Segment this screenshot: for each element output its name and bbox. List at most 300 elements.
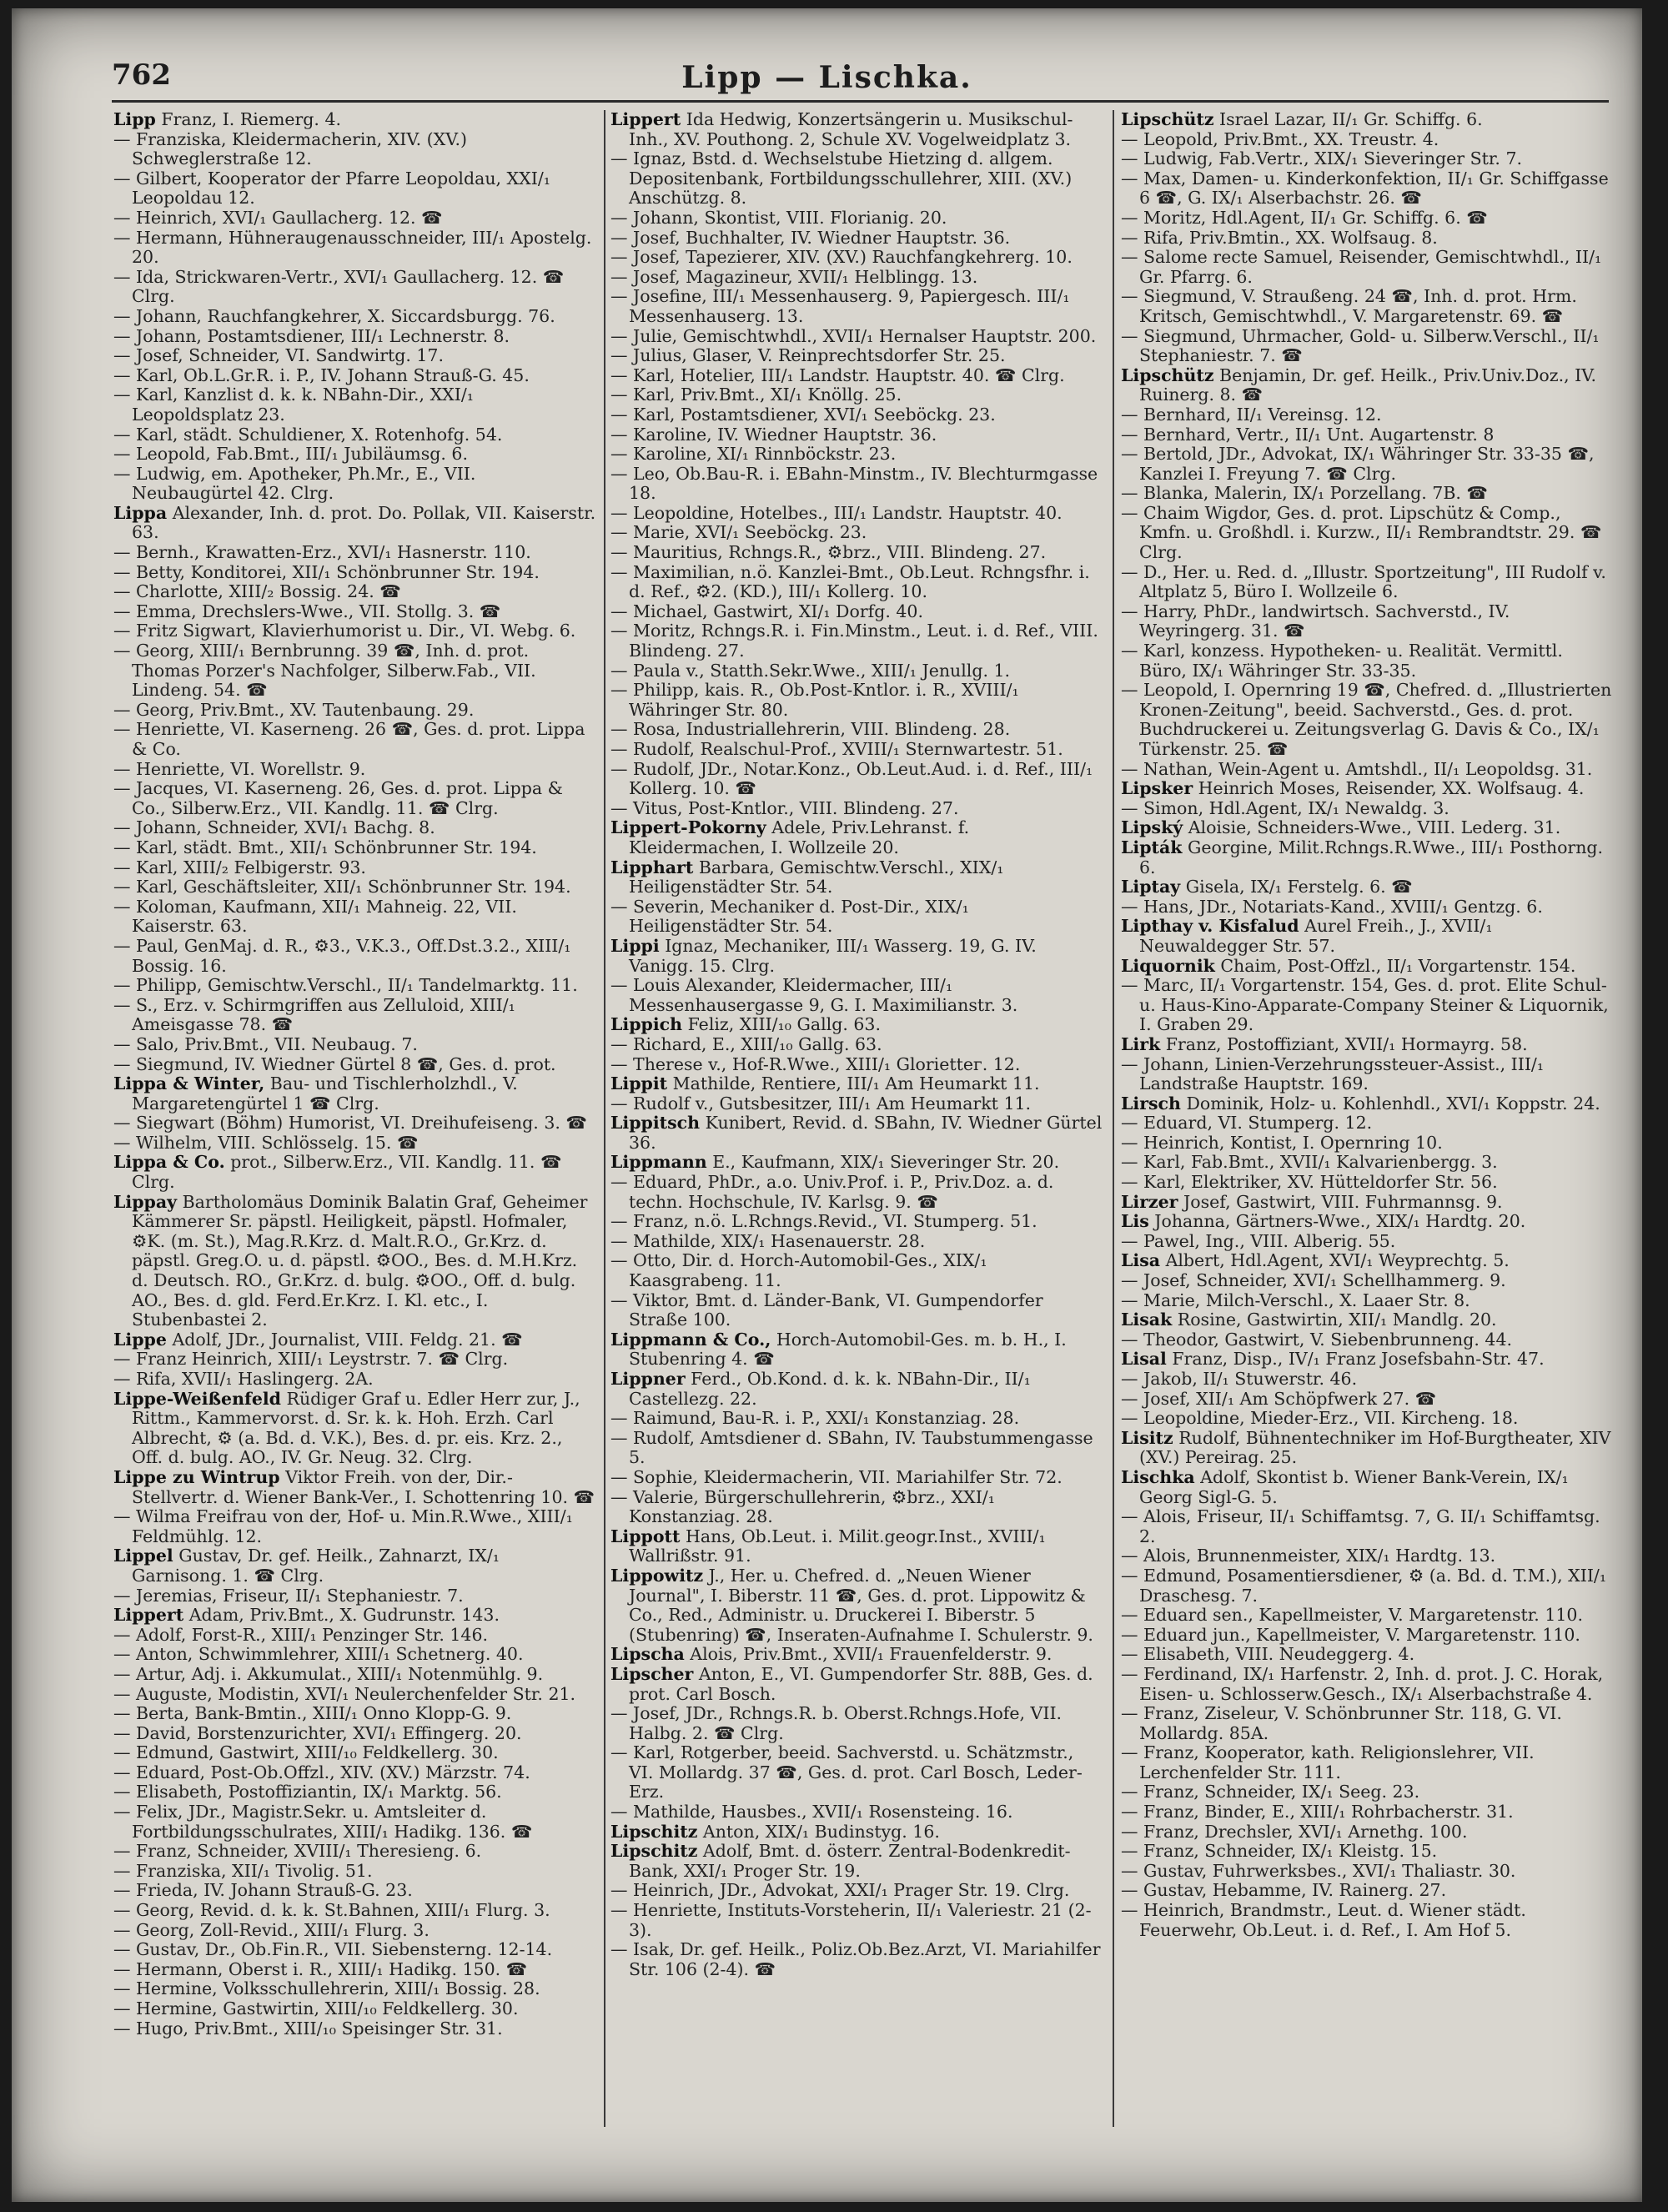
- entry-text: — Johann, Rauchfangkehrer, X. Siccardsburgg. 76.: [113, 305, 555, 326]
- directory-entry: [610, 1015, 1103, 1035]
- entry-text: — Therese v., Hof-R.Wwe., XIII/₁ Gloriettег. 12.: [610, 1053, 1021, 1074]
- entry-text: — Franziska, XII/₁ Tivolig. 51.: [113, 1860, 373, 1881]
- entry-text: — Karl, Rotgerber, beeid. Sachverstd. u. Schätzmstr., VI. Mollardg. 37 ☎, Ges. d. prot. Carl Bosch, Leder-Erz.: [610, 1742, 1083, 1802]
- directory-entry: [113, 582, 597, 602]
- directory-entry: [610, 1527, 1103, 1566]
- directory-entry: [113, 1704, 597, 1724]
- directory-entry: [1121, 1881, 1613, 1901]
- entry-text: — Franz, n.ö. L.Rchngs.Revid., VI. Stumperg. 51.: [610, 1211, 1037, 1232]
- entry-text: — Georg, XIII/₁ Bernbrunng. 39 ☎, Inh. d. prot. Thomas Porzer's Nachfolger, Silberw.Fab., VII. Lindeng. 54. ☎: [113, 641, 536, 701]
- directory-entry: [610, 799, 1103, 819]
- entry-text: — Frieda, IV. Johann Strauß-G. 23.: [113, 1880, 413, 1901]
- directory-entry: [1121, 779, 1613, 799]
- directory-entry: [1121, 1409, 1613, 1429]
- entry-text: — Felix, JDr., Magistr.Sekr. u. Amtsleiter d. Fortbildungsschulrates, XIII/₁ Hadikg. 136. ☎: [113, 1802, 533, 1842]
- entry-text: — Gustav, Fuhrwerksbes., XVI/₁ Thaliastr. 30.: [1121, 1860, 1516, 1881]
- entry-text: — Elisabeth, Postoffiziantin, IX/₁ Marktg. 56.: [113, 1782, 502, 1802]
- entry-text: Aloisie, Schneiders-Wwe., VIII. Lederg. 31.: [1188, 817, 1561, 838]
- directory-entry: [610, 1291, 1103, 1330]
- surname-heading: Lippe zu Wintrup: [113, 1466, 280, 1487]
- entry-text: Bau- und Tischlerholzhdl., V. Margaretengürtel 1 ☎ Clrg.: [132, 1073, 518, 1114]
- directory-entry: [1121, 1626, 1613, 1646]
- entry-text: — Mathilde, XIX/₁ Hasenauerstr. 28.: [610, 1230, 926, 1251]
- directory-entry: [1121, 405, 1613, 425]
- entry-text: — Emma, Drechslers-Wwe., VII. Stollg. 3. ☎: [113, 601, 501, 621]
- directory-entry: [113, 1901, 597, 1921]
- entry-text: — Josef, Schneider, VI. Sandwirtg. 17.: [113, 345, 444, 366]
- directory-entry: [610, 1409, 1103, 1429]
- surname-heading: Lippott: [610, 1526, 681, 1546]
- entry-text: — Mauritius, Rchngs.R., ⚙brz., VIII. Blindeng. 27.: [610, 542, 1047, 563]
- entry-text: — Bernhard, II/₁ Vereinsg. 12.: [1121, 404, 1382, 425]
- entry-text: — Franziska, Kleidermacherin, XIV. (XV.) Schweglerstraße 12.: [113, 128, 467, 169]
- entry-text: — Viktor, Bmt. d. Länder-Bank, VI. Gumpendorfer Straße 100.: [610, 1289, 1043, 1330]
- directory-entry: [113, 1330, 597, 1350]
- entry-text: — Franz, Drechsler, XVI/₁ Arnethg. 100.: [1121, 1821, 1468, 1842]
- directory-entry: [113, 1350, 597, 1370]
- entry-text: — Richard, E., XIII/₁₀ Gallg. 63.: [610, 1033, 882, 1054]
- surname-heading: Lisitz: [1121, 1427, 1173, 1448]
- directory-entry: [1121, 1782, 1613, 1802]
- surname-heading: Lippich: [610, 1014, 683, 1035]
- entry-text: — Heinrich, JDr., Advokat, XXI/₁ Prager Str. 19. Clrg.: [610, 1880, 1070, 1901]
- entry-text: — Hermine, Gastwirtin, XIII/₁₀ Feldkellerg. 30.: [113, 1998, 519, 2018]
- directory-entry: [1121, 130, 1613, 150]
- directory-entry: [610, 110, 1103, 149]
- directory-entry: [1121, 248, 1613, 287]
- directory-entry: [1121, 1251, 1613, 1271]
- directory-entry: [113, 701, 597, 721]
- entry-text: — Rudolf v., Gutsbesitzer, III/₁ Am Heumarkt 11.: [610, 1093, 1032, 1114]
- directory-entry: [1121, 149, 1613, 169]
- entry-text: E., Kaufmann, XIX/₁ Sieveringer Str. 20.: [712, 1152, 1060, 1173]
- directory-entry: [610, 1645, 1103, 1665]
- column-divider: [604, 110, 605, 2127]
- directory-entry: [610, 1035, 1103, 1055]
- entry-text: Albert, Hdl.Agent, XVI/₁ Weyprechtg. 5.: [1165, 1250, 1510, 1271]
- directory-entry: [610, 720, 1103, 740]
- directory-entry: [610, 1114, 1103, 1153]
- directory-entry: [113, 425, 597, 445]
- directory-entry: [1121, 1173, 1613, 1193]
- surname-heading: Lippert: [610, 110, 681, 129]
- directory-entry: [1121, 1822, 1613, 1842]
- entry-text: — Siegmund, Uhrmacher, Gold- u. Silberw.Verschl., II/₁ Stephaniestr. 7. ☎: [1121, 325, 1600, 366]
- entry-text: — Gustav, Dr., Ob.Fin.R., VII. Siebensterng. 12-14.: [113, 1939, 553, 1960]
- entry-text: Rüdiger Graf u. Edler Herr zur, J., Rittm., Kammervorst. d. Sr. k. k. Hoh. Erzh. Carl Albrecht, ⚙ (a. Bd. d. V.K.), Bes. d. pr. eis. Krz. 2., Off. d. bulg. AO., IV. Gr. Neug. 32. Clrg.: [132, 1388, 580, 1468]
- entry-text: — Mathilde, Hausbes., XVII/₁ Rosensteing. 16.: [610, 1802, 1013, 1822]
- directory-entry: [610, 897, 1103, 937]
- directory-entry: [113, 1743, 597, 1763]
- entry-text: Anton, XIX/₁ Budinstyg. 16.: [702, 1821, 940, 1842]
- directory-entry: [610, 504, 1103, 524]
- directory-entry: [1121, 504, 1613, 563]
- directory-entry: [1121, 897, 1613, 917]
- directory-entry: [610, 1822, 1103, 1842]
- entry-text: — Ferdinand, IX/₁ Harfenstr. 2, Inh. d. prot. J. C. Horak, Eisen- u. Schlosserw.Gesch., IX/₁ Alserbachstraße 4.: [1121, 1663, 1604, 1704]
- entry-text: — Salome recte Samuel, Reisender, Gemischtwhdl., II/₁ Gr. Pfarrg. 6.: [1121, 247, 1602, 287]
- entry-text: — Ignaz, Bstd. d. Wechselstube Hietzing d. allgem. Depositenbank, Fortbildungsschullehrer, XIII. (XV.) Anschützg. 8.: [610, 148, 1073, 209]
- entry-text: — Ida, Strickwaren-Vertr., XVI/₁ Gaullacherg. 12. ☎ Clrg.: [113, 266, 565, 307]
- directory-entry: [610, 248, 1103, 268]
- entry-text: Viktor Freih. von der, Dir.-Stellvertr. d. Wiener Bank-Ver., I. Schottenring 10. ☎: [132, 1466, 595, 1507]
- directory-entry: [113, 1586, 597, 1606]
- directory-entry: [610, 1370, 1103, 1409]
- directory-entry: [610, 1429, 1103, 1468]
- entry-text: — Hans, JDr., Notariats-Kand., XVIII/₁ Gentzg. 6.: [1121, 896, 1543, 917]
- surname-heading: Lirzer: [1121, 1191, 1178, 1212]
- directory-entry: [1121, 1429, 1613, 1468]
- entry-text: — Leopoldine, Hotelbes., III/₁ Landstr. Hauptstr. 40.: [610, 502, 1063, 523]
- entry-text: — Franz, Binder, E., XIII/₁ Rohrbacherstr. 31.: [1121, 1802, 1514, 1822]
- directory-entry: [610, 563, 1103, 602]
- entry-text: Alexander, Inh. d. prot. Do. Pollak, VII. Kaiserstr. 63.: [132, 502, 596, 543]
- surname-heading: Lippi: [610, 935, 660, 956]
- directory-entry: [113, 1035, 597, 1055]
- directory-entry: [113, 1645, 597, 1665]
- entry-text: — Raimund, Bau-R. i. P., XXI/₁ Konstanziag. 28.: [610, 1408, 1020, 1429]
- entry-text: — Siegmund, IV. Wiedner Gürtel 8 ☎, Ges. d. prot.: [113, 1053, 556, 1074]
- directory-entry: [113, 976, 597, 996]
- entry-text: — Eduard jun., Kapellmeister, V. Margaretenstr. 110.: [1121, 1624, 1580, 1645]
- entry-text: Bartholomäus Dominik Balatin Graf, Geheimer Kämmerer Sr. päpstl. Heiligkeit, päpstl. Hofmaler, ⚙K. (m. St.), Mag.R.Krz. d. Malt.R.O., Gr.Krz. d. päpstl. Greg.O. u. d. päpstl. ⚙OO., Bes. d. M.H.Krz. d. Deutsch. RO., Gr.Krz. d. bulg. ⚙OO., Off. d. bulg. AO., Bes. d. gld. Ferd.Er.Krz. I. Kl. etc., I. Stubenbastei 2.: [132, 1191, 588, 1330]
- page-number: 762: [112, 58, 171, 92]
- directory-entry: [113, 1881, 597, 1901]
- entry-text: Benjamin, Dr. gef. Heilk., Priv.Univ.Doz., IV. Ruinerg. 8. ☎: [1139, 364, 1596, 405]
- directory-entry: [1121, 563, 1613, 602]
- surname-heading: Lipphart: [610, 857, 694, 877]
- directory-entry: [113, 1921, 597, 1941]
- entry-text: Adele, Priv.Lehranst. f. Kleidermachen, I. Wollzeile 20.: [629, 817, 970, 857]
- entry-text: — Karl, Geschäftsleiter, XII/₁ Schönbrunner Str. 194.: [113, 877, 571, 897]
- directory-entry: [1121, 110, 1613, 130]
- entry-text: — Karl, Fab.Bmt., XVII/₁ Kalvarienbergg. 3.: [1121, 1152, 1498, 1173]
- directory-entry: [1121, 169, 1613, 209]
- directory-entry: [1121, 425, 1613, 445]
- directory-entry: [113, 858, 597, 878]
- directory-entry: [113, 1114, 597, 1134]
- directory-entry: [1121, 1468, 1613, 1507]
- directory-entry: [113, 130, 597, 169]
- directory-entry: [610, 366, 1103, 386]
- directory-entry: [610, 425, 1103, 445]
- entry-text: — Paula v., Statth.Sekr.Wwe., XIII/₁ Jenullg. 1.: [610, 660, 1011, 681]
- directory-entry: [113, 1074, 597, 1114]
- entry-text: — Bernhard, Vertr., II/₁ Unt. Augartenstr. 8: [1121, 424, 1495, 445]
- entry-text: Alois, Priv.Bmt., XVII/₁ Frauenfelderstr. 9.: [690, 1644, 1053, 1665]
- directory-entry: [113, 1724, 597, 1744]
- directory-entry: [1121, 1350, 1613, 1370]
- directory-entry: [610, 327, 1103, 347]
- entry-text: — Nathan, Wein-Agent u. Amtshdl., II/₁ Leopoldsg. 31.: [1121, 758, 1593, 779]
- entry-text: — Karl, Ob.L.Gr.R. i. P., IV. Johann Strauß-G. 45.: [113, 364, 530, 385]
- directory-entry: [113, 1940, 597, 1960]
- entry-text: — Otto, Dir. d. Horch-Automobil-Ges., XIX/₁ Kaasgrabeng. 11.: [610, 1250, 987, 1291]
- directory-entry: [610, 229, 1103, 249]
- entry-text: Adolf, Bmt. d. österr. Zentral-Bodenkredit-Bank, XXI/₁ Proger Str. 19.: [629, 1841, 1071, 1881]
- entry-text: — Leo, Ob.Bau-R. i. EBahn-Minstm., IV. Blechturmgasse 18.: [610, 463, 1098, 504]
- entry-text: — Heinrich, XVI/₁ Gaullacherg. 12. ☎: [113, 207, 443, 228]
- entry-text: — Josef, Magazineur, XVII/₁ Helblingg. 13.: [610, 266, 978, 287]
- entry-text: Mathilde, Rentiere, III/₁ Am Heumarkt 11.: [672, 1073, 1040, 1094]
- directory-entry: [113, 465, 597, 504]
- directory-entry: [1121, 917, 1613, 956]
- entry-text: — Karoline, IV. Wiedner Hauptstr. 36.: [610, 424, 937, 445]
- entry-text: Aurel Freih., J., XVII/₁ Neuwaldegger Str. 57.: [1139, 916, 1493, 956]
- directory-entry: [1121, 1114, 1613, 1134]
- directory-entry: [113, 897, 597, 937]
- directory-entry: [1121, 1193, 1613, 1213]
- directory-entry: [610, 602, 1103, 622]
- entry-text: — Edmund, Gastwirt, XIII/₁₀ Feldkellerg. 30.: [113, 1742, 499, 1763]
- directory-entry: [610, 818, 1103, 857]
- surname-heading: Lippit: [610, 1073, 668, 1094]
- entry-text: — Henriette, VI. Kaserneng. 26 ☎, Ges. d. prot. Lippa & Co.: [113, 719, 585, 759]
- entry-text: — Pawel, Ing., VIII. Alberig. 55.: [1121, 1230, 1396, 1251]
- entry-text: — Eduard, VI. Stumperg. 12.: [1121, 1113, 1373, 1134]
- entry-text: — Alois, Friseur, II/₁ Schiffamtsg. 7, G. II/₁ Schiffamtsg. 2.: [1121, 1506, 1600, 1546]
- entry-text: Ida Hedwig, Konzertsängerin u. Musikschul-Inh., XV. Pouthong. 2, Schule XV. Vogelweidplatz 3.: [629, 110, 1073, 149]
- entry-text: — Bernh., Krawatten-Erz., XVI/₁ Hasnerstr. 110.: [113, 542, 531, 563]
- directory-entry: [1121, 1606, 1613, 1626]
- directory-entry: [1121, 366, 1613, 405]
- directory-entry: [1121, 1330, 1613, 1350]
- directory-entry: [1121, 641, 1613, 681]
- surname-heading: Lipták: [1121, 837, 1183, 857]
- entry-text: — Karl, Elektriker, XV. Hütteldorfer Str. 56.: [1121, 1172, 1498, 1193]
- entry-text: — Louis Alexander, Kleidermacher, III/₁ Messenhausergasse 9, G. I. Maximilianstr. 3.: [610, 975, 1018, 1015]
- directory-entry: [610, 1704, 1103, 1743]
- entry-text: — Johann, Postamtsdiener, III/₁ Lechnerstr. 8.: [113, 325, 510, 346]
- surname-heading: Lisa: [1121, 1250, 1161, 1271]
- entry-text: — S., Erz. v. Schirmgriffen aus Zelluloid, XIII/₁ Ameisgasse 78. ☎: [113, 994, 515, 1035]
- directory-entry: [1121, 1901, 1613, 1940]
- directory-column-1: [113, 110, 597, 2127]
- entry-text: — Hugo, Priv.Bmt., XIII/₁₀ Speisinger Str. 31.: [113, 2018, 503, 2039]
- directory-entry: [1121, 1862, 1613, 1882]
- entry-text: — Vitus, Post-Kntlor., VIII. Blindeng. 27.: [610, 797, 959, 818]
- directory-page: [12, 8, 1642, 2202]
- directory-entry: [113, 543, 597, 563]
- directory-entry: [610, 1940, 1103, 1979]
- directory-entry: [113, 1979, 597, 1999]
- entry-text: Franz, Disp., IV/₁ Franz Josefsbahn-Str. 47.: [1172, 1349, 1545, 1370]
- directory-entry: [113, 366, 597, 386]
- directory-entry: [113, 818, 597, 838]
- surname-heading: Liquornik: [1121, 955, 1215, 976]
- directory-entry: [610, 1802, 1103, 1822]
- surname-heading: Lippner: [610, 1369, 686, 1389]
- entry-text: Franz, I. Riemerg. 4.: [161, 110, 342, 129]
- directory-entry: [610, 760, 1103, 799]
- entry-text: — Siegmund, V. Straußeng. 24 ☎, Inh. d. prot. Hrm. Kritsch, Gemischtwhdl., V. Margaretenstr. 69. ☎: [1121, 286, 1577, 326]
- directory-entry: [113, 1390, 597, 1468]
- directory-entry: [1121, 327, 1613, 366]
- directory-entry: [113, 1999, 597, 2019]
- entry-text: — Marc, II/₁ Vorgartenstr. 154, Ges. d. prot. Elite Schul- u. Haus-Kino-Apparate-Company Steiner & Liquornik, I. Graben 29.: [1121, 975, 1609, 1035]
- surname-heading: Lippe-Weißenfeld: [113, 1388, 281, 1409]
- entry-text: — Alois, Brunnenmeister, XIX/₁ Hardtg. 13.: [1121, 1546, 1496, 1566]
- page-title: Lipp — Lischka.: [681, 60, 972, 95]
- entry-text: — Karl, städt. Schuldiener, X. Rotenhofg. 54.: [113, 424, 503, 445]
- directory-entry: [113, 2019, 597, 2039]
- directory-entry: [113, 1626, 597, 1646]
- directory-entry: [113, 209, 597, 229]
- entry-text: — Salo, Priv.Bmt., VII. Neubaug. 7.: [113, 1033, 418, 1054]
- entry-text: Horch-Automobil-Ges. m. b. H., I. Stubenring 4. ☎: [629, 1329, 1067, 1370]
- entry-text: — Wilhelm, VIII. Schlösselg. 15. ☎: [113, 1132, 419, 1153]
- directory-entry: [1121, 229, 1613, 249]
- entry-text: prot., Silberw.Erz., VII. Kandlg. 11. ☎ Clrg.: [132, 1152, 562, 1193]
- entry-text: Israel Lazar, II/₁ Gr. Schiffg. 6.: [1219, 110, 1483, 129]
- entry-text: — Rudolf, Amtsdiener d. SBahn, IV. Taubstummengasse 5.: [610, 1427, 1093, 1468]
- directory-entry: [113, 996, 597, 1035]
- entry-text: Gustav, Dr. gef. Heilk., Zahnarzt, IX/₁ Garnisong. 1. ☎ Clrg.: [132, 1546, 500, 1586]
- entry-text: — Karl, städt. Bmt., XII/₁ Schönbrunner Str. 194.: [113, 837, 537, 857]
- entry-text: — Chaim Wigdor, Ges. d. prot. Lipschütz & Comp., Kmfn. u. Großhdl. i. Kurzw., II/₁ Rembrandtstr. 29. ☎ Clrg.: [1121, 502, 1602, 563]
- entry-text: — Rosa, Industriallehrerin, VIII. Blindeng. 28.: [610, 719, 1011, 740]
- surname-heading: Lis: [1121, 1211, 1149, 1232]
- entry-text: — Julie, Gemischtwhdl., XVII/₁ Hernalser Hauptstr. 200.: [610, 325, 1097, 346]
- entry-text: — Georg, Revid. d. k. k. St.Bahnen, XIII/₁ Flurg. 3.: [113, 1900, 550, 1921]
- entry-text: — Leopoldine, Mieder-Erz., VII. Kircheng. 18.: [1121, 1408, 1519, 1429]
- directory-entry: [610, 1488, 1103, 1527]
- entry-text: Adolf, JDr., Journalist, VIII. Feldg. 21. ☎: [172, 1329, 523, 1350]
- surname-heading: Lisal: [1121, 1349, 1167, 1370]
- surname-heading: Lipschütz: [1121, 110, 1214, 129]
- directory-entry: [1121, 760, 1613, 780]
- directory-entry: [113, 602, 597, 622]
- directory-entry: [1121, 1035, 1613, 1055]
- directory-entry: [113, 445, 597, 465]
- surname-heading: Lippa & Winter,: [113, 1073, 265, 1094]
- header-rule: [112, 100, 1609, 103]
- surname-heading: Lippmann & Co.,: [610, 1329, 771, 1350]
- entry-text: — Karoline, XI/₁ Rinnböckstr. 23.: [610, 444, 897, 465]
- directory-entry: [113, 1685, 597, 1705]
- entry-text: — D., Her. u. Red. d. „Illustr. Sportzeitung", III Rudolf v. Altplatz 5, Büro I. Wollzeile 6.: [1121, 561, 1606, 602]
- entry-text: — Isak, Dr. gef. Heilk., Poliz.Ob.Bez.Arzt, VI. Mariahilfer Str. 106 (2-4). ☎: [610, 1939, 1101, 1979]
- entry-text: — Julius, Glaser, V. Reinprechtsdorfer Str. 25.: [610, 345, 1006, 366]
- column-divider: [1113, 110, 1114, 2127]
- surname-heading: Lippert-Pokorny: [610, 817, 766, 838]
- directory-entry: [1121, 445, 1613, 484]
- entry-text: — Betty, Konditorei, XII/₁ Schönbrunner Str. 194.: [113, 561, 540, 582]
- entry-text: — Gilbert, Kooperator der Pfarre Leopoldau, XXI/₁ Leopoldau 12.: [113, 168, 550, 209]
- entry-text: — Edmund, Posamentiersdiener, ⚙ (a. Bd. d. T.M.), XII/₁ Draschesg. 7.: [1121, 1565, 1607, 1606]
- surname-heading: Lippay: [113, 1191, 178, 1212]
- entry-text: — Franz Heinrich, XIII/₁ Leystrstr. 7. ☎ Clrg.: [113, 1349, 509, 1370]
- directory-entry: [1121, 1212, 1613, 1232]
- entry-text: — Jacques, VI. Kaserneng. 26, Ges. d. prot. Lippa & Co., Silberw.Erz., VII. Kandlg. 11. ☎ Clrg.: [113, 778, 563, 818]
- directory-entry: [113, 169, 597, 209]
- directory-entry: [1121, 838, 1613, 877]
- entry-text: — Harry, PhDr., landwirtsch. Sachverstd., IV. Weyringerg. 31. ☎: [1121, 601, 1510, 641]
- directory-entry: [1121, 1055, 1613, 1094]
- directory-entry: [610, 1901, 1103, 1940]
- entry-text: Gisela, IX/₁ Ferstelg. 6. ☎: [1185, 877, 1413, 897]
- directory-entry: [113, 563, 597, 583]
- entry-text: — Blanka, Malerin, IX/₁ Porzellang. 7B. ☎: [1121, 483, 1488, 504]
- entry-text: — Moritz, Hdl.Agent, II/₁ Gr. Schiffg. 6. ☎: [1121, 207, 1488, 228]
- entry-text: — Franz, Kooperator, kath. Religionslehrer, VII. Lerchenfelder Str. 111.: [1121, 1742, 1535, 1782]
- entry-text: Franz, Postoffiziant, XVII/₁ Hormayrg. 58.: [1165, 1033, 1528, 1054]
- entry-text: — Leopold, Fab.Bmt., III/₁ Jubiläumsg. 6.: [113, 444, 468, 465]
- entry-text: Rosine, Gastwirtin, XII/₁ Mandlg. 20.: [1177, 1310, 1497, 1330]
- directory-entry: [610, 1212, 1103, 1232]
- entry-text: — Bertold, JDr., Advokat, IX/₁ Währinger Str. 33-35 ☎, Kanzlei I. Freyung 7. ☎ Clrg.: [1121, 444, 1595, 484]
- surname-heading: Lipschütz: [1121, 364, 1214, 385]
- entry-text: — Berta, Bank-Bmtin., XIII/₁ Onno Klopp-G. 9.: [113, 1703, 512, 1724]
- entry-text: Dominik, Holz- u. Kohlenhdl., XVI/₁ Koppstr. 24.: [1186, 1093, 1600, 1114]
- entry-text: — Leopold, Priv.Bmt., XX. Treustr. 4.: [1121, 128, 1439, 149]
- entry-text: — Jeremias, Friseur, II/₁ Stephaniestr. 7.: [113, 1585, 464, 1606]
- surname-heading: Lippowitz: [610, 1565, 704, 1586]
- entry-text: — Hermann, Oberst i. R., XIII/₁ Hadikg. 150. ☎: [113, 1958, 528, 1979]
- entry-text: — Sophie, Kleidermacherin, VII. Mariahilfer Str. 72.: [610, 1466, 1063, 1487]
- entry-text: — Karl, konzess. Hypotheken- u. Realität. Vermittl. Büro, IX/₁ Währinger Str. 33-35.: [1121, 641, 1563, 681]
- directory-entry: [610, 1153, 1103, 1173]
- entry-text: — Moritz, Rchngs.R. i. Fin.Minstm., Leut. i. d. Ref., VIII. Blindeng. 27.: [610, 621, 1098, 661]
- directory-entry: [1121, 877, 1613, 897]
- directory-entry: [610, 661, 1103, 681]
- entry-text: — Ludwig, Fab.Vertr., XIX/₁ Sieveringer Str. 7.: [1121, 148, 1523, 169]
- surname-heading: Lippmann: [610, 1152, 707, 1173]
- directory-entry: [1121, 1566, 1613, 1606]
- entry-text: Anton, E., VI. Gumpendorfer Str. 88B, Ges. d. prot. Carl Bosch.: [629, 1663, 1093, 1704]
- directory-entry: [1121, 287, 1613, 326]
- entry-text: Chaim, Post-Offzl., II/₁ Vorgartenstr. 154.: [1220, 955, 1576, 976]
- directory-entry: [1121, 1704, 1613, 1743]
- entry-text: Barbara, Gemischtw.Verschl., XIX/₁ Heiligenstädter Str. 54.: [629, 857, 1004, 897]
- entry-text: — Karl, XIII/₂ Felbigerstr. 93.: [113, 857, 366, 877]
- directory-column-3: [1121, 110, 1613, 2127]
- directory-entry: [1121, 1802, 1613, 1822]
- directory-entry: [1121, 1232, 1613, 1252]
- entry-text: — Karl, Hotelier, III/₁ Landstr. Hauptstr. 40. ☎ Clrg.: [610, 364, 1065, 385]
- directory-entry: [1121, 1842, 1613, 1862]
- entry-text: — Franz, Schneider, IX/₁ Seeg. 23.: [1121, 1782, 1420, 1802]
- entry-text: — Theodor, Gastwirt, V. Siebenbrunneng. 44.: [1121, 1329, 1513, 1350]
- surname-heading: Lipthay v. Kisfalud: [1121, 916, 1299, 937]
- entry-text: — Philipp, Gemischtw.Verschl., II/₁ Tandelmarktg. 11.: [113, 975, 578, 996]
- directory-entry: [113, 1842, 597, 1862]
- directory-entry: [1121, 1546, 1613, 1566]
- directory-entry: [113, 1606, 597, 1626]
- entry-text: — Marie, Milch-Verschl., X. Laaer Str. 8.: [1121, 1289, 1470, 1310]
- directory-entry: [1121, 602, 1613, 641]
- entry-text: Johanna, Gärtners-Wwe., XIX/₁ Hardtg. 20.: [1154, 1211, 1526, 1232]
- directory-entry: [1121, 1370, 1613, 1390]
- entry-text: — Henriette, Instituts-Vorsteherin, II/₁ Valeriestr. 21 (2-3).: [610, 1900, 1092, 1940]
- entry-text: Adolf, Skontist b. Wiener Bank-Verein, IX/₁ Georg Sigl-G. 5.: [1139, 1466, 1569, 1507]
- surname-heading: Lirsch: [1121, 1093, 1181, 1114]
- entry-text: — Michael, Gastwirt, XI/₁ Dorfg. 40.: [610, 601, 923, 621]
- entry-text: Kunibert, Revid. d. SBahn, IV. Wiedner Gürtel 36.: [629, 1113, 1103, 1153]
- directory-entry: [1121, 1507, 1613, 1546]
- directory-entry: [113, 327, 597, 347]
- entry-text: Hans, Ob.Leut. i. Milit.geogr.Inst., XVIII/₁ Wallrißstr. 91.: [629, 1526, 1046, 1566]
- directory-entry: [113, 1782, 597, 1802]
- entry-text: — Josefine, III/₁ Messenhauserg. 9, Papiergesch. III/₁ Messenhauserg. 13.: [610, 286, 1070, 326]
- entry-text: — Jakob, II/₁ Stuwerstr. 46.: [1121, 1369, 1358, 1389]
- entry-text: — Hermine, Volksschullehrerin, XIII/₁ Bossig. 28.: [113, 1978, 540, 1999]
- entry-text: Josef, Gastwirt, VIII. Fuhrmannsg. 9.: [1183, 1191, 1503, 1212]
- directory-entry: [1121, 957, 1613, 977]
- entry-text: — Josef, Buchhalter, IV. Wiedner Hauptstr. 36.: [610, 227, 1011, 248]
- directory-entry: [113, 1055, 597, 1075]
- directory-entry: [1121, 209, 1613, 229]
